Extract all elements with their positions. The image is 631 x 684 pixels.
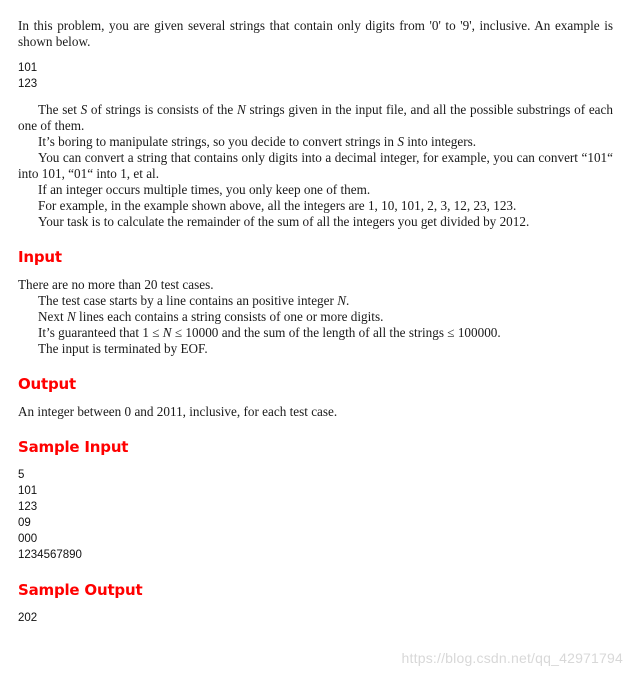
description-paragraph: Your task is to calculate the remainder of the sum of all the integers you get divided by 2012.	[38, 214, 530, 229]
sample-input-block	[18, 467, 613, 563]
sample-input-line: 1234567890	[18, 549, 82, 561]
input-text: The test case starts by a line contains an positive integer N.	[38, 293, 350, 308]
input-text: It’s guaranteed that 1 ≤ N ≤ 10000 and the sum of the length of all the strings ≤ 100000.	[38, 325, 501, 340]
example-line: 123	[18, 78, 38, 90]
sample-input-line: 123	[18, 501, 38, 513]
input-text: Next N lines each contains a string consists of one or more digits.	[38, 309, 384, 324]
input-text: There are no more than 20 test cases.	[18, 277, 214, 292]
sample-input-line: 5	[18, 469, 25, 481]
sample-output-heading: Sample Output	[18, 581, 143, 599]
description-paragraph: It’s boring to manipulate strings, so you decide to convert strings in S into integers.	[38, 134, 477, 149]
input-heading: Input	[18, 248, 62, 266]
sample-input-line: 000	[18, 533, 38, 545]
intro-text: In this problem, you are given several strings that contain only digits from '0' to '9', inclusive. An example is shown below.	[18, 18, 613, 49]
sample-input-line: 101	[18, 485, 38, 497]
input-text: The input is terminated by EOF.	[38, 341, 208, 356]
watermark: https://blog.csdn.net/qq_42971794	[401, 650, 623, 666]
sample-output-block	[18, 610, 613, 626]
description-paragraph: The set S of strings is consists of the N strings given in the input file, and all the possible substrings of each one of them.	[18, 102, 613, 133]
output-text: An integer between 0 and 2011, inclusive, for each test case.	[18, 404, 338, 419]
description-paragraph: For example, in the example shown above, all the integers are 1, 10, 101, 2, 3, 12, 23, 123.	[38, 198, 517, 213]
example-line: 101	[18, 62, 38, 74]
sample-input-line: 09	[18, 517, 31, 529]
description-paragraph: You can convert a string that contains only digits into a decimal integer, for example, you can convert “101“ into 101, “01“ into 1, et al.	[18, 150, 613, 181]
sample-input-heading: Sample Input	[18, 438, 129, 456]
output-heading: Output	[18, 375, 76, 393]
description-paragraph: If an integer occurs multiple times, you only keep one of them.	[38, 182, 371, 197]
problem-statement	[18, 18, 613, 626]
sample-output-line: 202	[18, 612, 38, 624]
